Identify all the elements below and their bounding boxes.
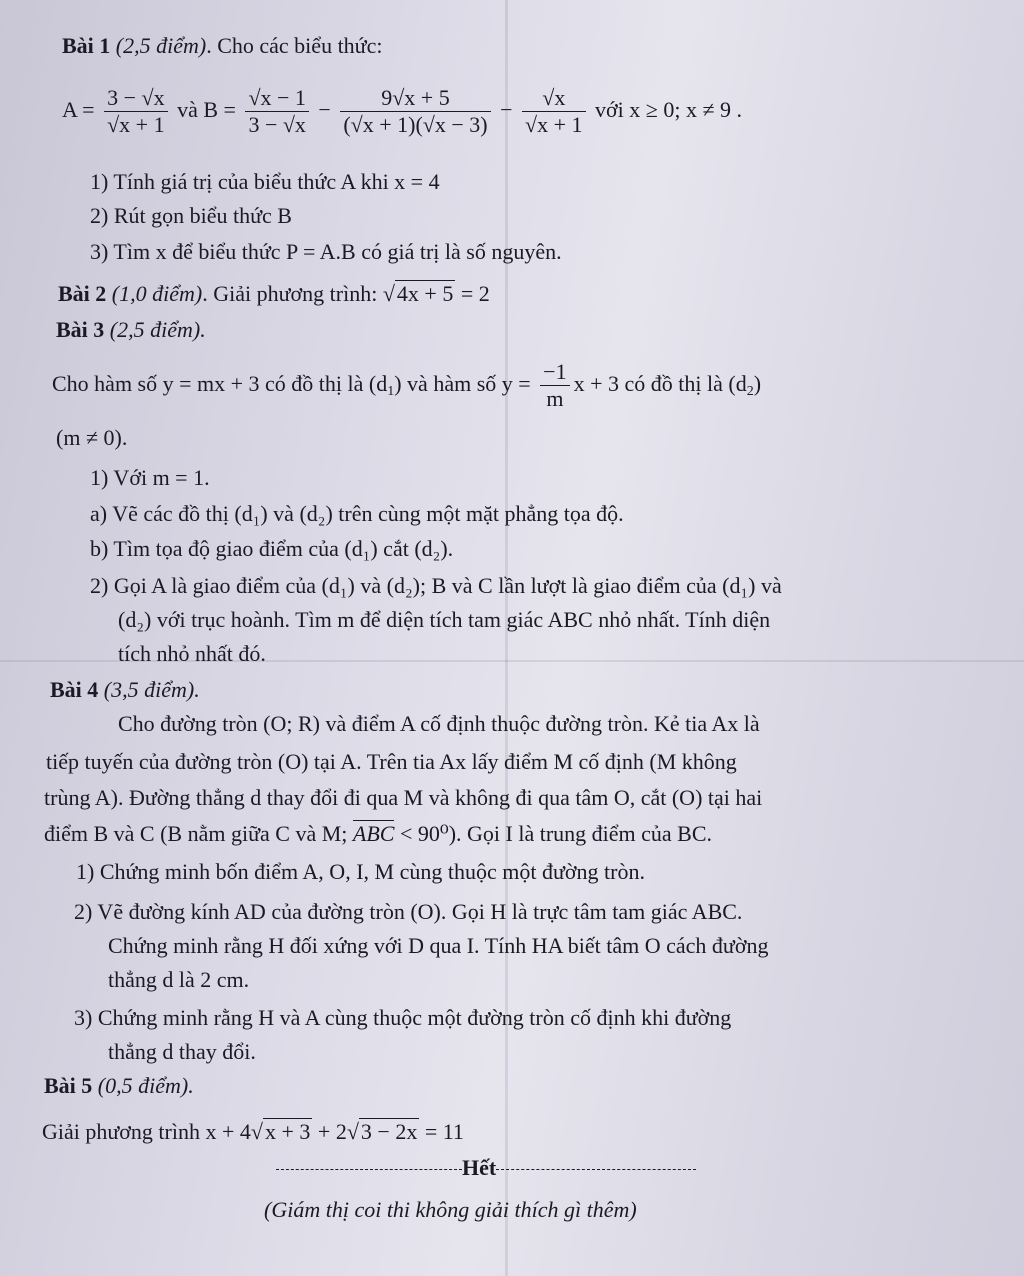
bai3-condition: (m ≠ 0). [56, 425, 128, 450]
fraction-B3-denominator: √x + 1 [525, 112, 583, 138]
bai3-question-1: 1) Với m = 1. [90, 465, 210, 490]
bai1-expressions [62, 80, 742, 140]
bai1-intro: . Cho các biểu thức: [206, 33, 383, 58]
bai3-question-b: b) Tìm tọa độ giao điểm của (d₁) cắt (d₂). [90, 536, 454, 561]
fraction-B3-numerator: √x [522, 85, 585, 112]
bai4-question-3-line-1: 3) Chứng minh rằng H và A cùng thuộc một đường tròn cố định khi đường [74, 1005, 732, 1030]
bai2-rhs: = 2 [460, 281, 490, 306]
subscript: 1 [387, 384, 395, 399]
fraction-B1 [245, 85, 308, 138]
bai4-paragraph-line-1: Cho đường tròn (O; R) và điểm A cố định thuộc đường tròn. Kẻ tia Ax là [118, 711, 760, 736]
fraction-B1-numerator: √x − 1 [245, 85, 308, 112]
bai1-title: Bài 1 [62, 33, 111, 58]
bai5-points: (0,5 điểm). [97, 1073, 194, 1098]
bai3-text-part: ) và hàm số y = [394, 371, 531, 396]
fraction-B1-denominator: 3 − √x [248, 112, 306, 138]
bai3-question-2-line-3: tích nhỏ nhất đó. [118, 641, 266, 666]
fraction-B2-denominator: (√x + 1)(√x − 3) [343, 112, 488, 138]
bai1-heading [62, 32, 382, 60]
bai1-question-2: 2) Rút gọn biểu thức B [90, 203, 292, 228]
bai3-question-a: a) Vẽ các đồ thị (d₁) và (d₂) trên cùng một mặt phẳng tọa độ. [90, 501, 624, 526]
bai2-line: Bài 2 (1,0 điểm). Giải phương trình: √4x + 5 = 2 [58, 281, 490, 306]
dashed-rule [496, 1169, 696, 1170]
bai3-title: Bài 3 [56, 317, 105, 342]
bai4-heading [50, 676, 200, 704]
fraction-A [104, 85, 167, 138]
bai1-points: (2,5 điểm) [115, 33, 207, 58]
bai1-condition: với x ≥ 0; x ≠ 9 . [595, 97, 743, 122]
bai5-heading [44, 1072, 194, 1100]
bai3-text-part: Cho hàm số y = mx + 3 có đồ thị là (d [52, 371, 388, 396]
bai2-points: (1,0 điểm) [111, 281, 203, 306]
bai4-text-part: điểm B và C (B nằm giữa C và M; [44, 821, 353, 846]
bai5-text: + 2 [312, 1119, 347, 1144]
fraction-slope [540, 359, 569, 412]
bai3-question-2-line-2: (d₂) với trục hoành. Tìm m để diện tích tam giác ABC nhỏ nhất. Tính diện [118, 607, 771, 632]
bai3-text-part: x + 3 có đồ thị là (d [573, 371, 747, 396]
bai5-radicand-2: 3 − 2x [360, 1119, 418, 1144]
end-marker: Hết [462, 1155, 497, 1180]
angle-ABC: ABC [352, 821, 395, 846]
bai4-question-2-line-3: thẳng d là 2 cm. [108, 967, 250, 992]
bai4-points: (3,5 điểm). [103, 677, 200, 702]
bai4-question-1: 1) Chứng minh bốn điểm A, O, I, M cùng thuộc một đường tròn. [76, 859, 645, 884]
bai4-title: Bài 4 [50, 677, 99, 702]
fraction-A-numerator: 3 − √x [104, 85, 167, 112]
bai4-paragraph-line-3: trùng A). Đường thẳng d thay đổi đi qua M và không đi qua tâm O, cắt (O) tại hai [44, 785, 763, 810]
fraction-slope-denominator: m [546, 386, 564, 412]
bai5-text: Giải phương trình x + 4 [42, 1119, 251, 1144]
proctor-note: (Giám thị coi thi không giải thích gì thêm) [264, 1197, 637, 1222]
bai2-title: Bài 2 [58, 281, 107, 306]
fraction-B2 [340, 85, 490, 138]
fraction-slope-numerator: −1 [540, 359, 569, 386]
expr-A-label: A = [62, 97, 95, 122]
bai4-question-3-line-2: thẳng d thay đổi. [108, 1039, 256, 1064]
bai2-text: . Giải phương trình: [202, 281, 378, 306]
fraction-B3 [522, 85, 585, 138]
subscript: 2 [746, 384, 754, 399]
bai1-question-1: 1) Tính giá trị của biểu thức A khi x = 4 [90, 169, 440, 194]
bai3-text-part: ) [753, 371, 762, 396]
end-line [276, 1154, 696, 1182]
bai4-text-part: < 90⁰). Gọi I là trung điểm của BC. [394, 821, 713, 846]
bai5-title: Bài 5 [44, 1073, 93, 1098]
minus-sign: − [500, 97, 513, 122]
bai5-rhs: = 11 [419, 1119, 464, 1144]
dashed-rule [276, 1169, 462, 1170]
bai5-equation: Giải phương trình x + 4√x + 3 + 2√3 − 2x = 11 [42, 1119, 464, 1144]
bai3-question-2-line-1: 2) Gọi A là giao điểm của (d₁) và (d₂); B và C lần lượt là giao điểm của (d₁) và [90, 573, 782, 598]
bai1-question-3: 3) Tìm x để biểu thức P = A.B có giá trị là số nguyên. [90, 239, 562, 264]
bai4-question-2-line-1: 2) Vẽ đường kính AD của đường tròn (O). Gọi H là trực tâm tam giác ABC. [74, 899, 743, 924]
bai4-question-2-line-2: Chứng minh rằng H đối xứng với D qua I. Tính HA biết tâm O cách đường [108, 933, 769, 958]
fraction-B2-numerator: 9√x + 5 [340, 85, 490, 112]
bai2-radicand: 4x + 5 [396, 281, 454, 306]
minus-sign: − [318, 97, 331, 122]
and-word: và [177, 97, 198, 122]
fraction-A-denominator: √x + 1 [107, 112, 165, 138]
bai3-points: (2,5 điểm). [109, 317, 206, 342]
expr-B-label: B = [203, 97, 236, 122]
bai4-paragraph-line-4 [44, 820, 712, 848]
bai4-paragraph-line-2: tiếp tuyến của đường tròn (O) tại A. Trên tia Ax lấy điểm M cố định (M không [46, 749, 737, 774]
bai3-heading [56, 316, 206, 344]
bai5-radicand-1: x + 3 [264, 1119, 311, 1144]
bai3-paragraph [52, 354, 761, 422]
